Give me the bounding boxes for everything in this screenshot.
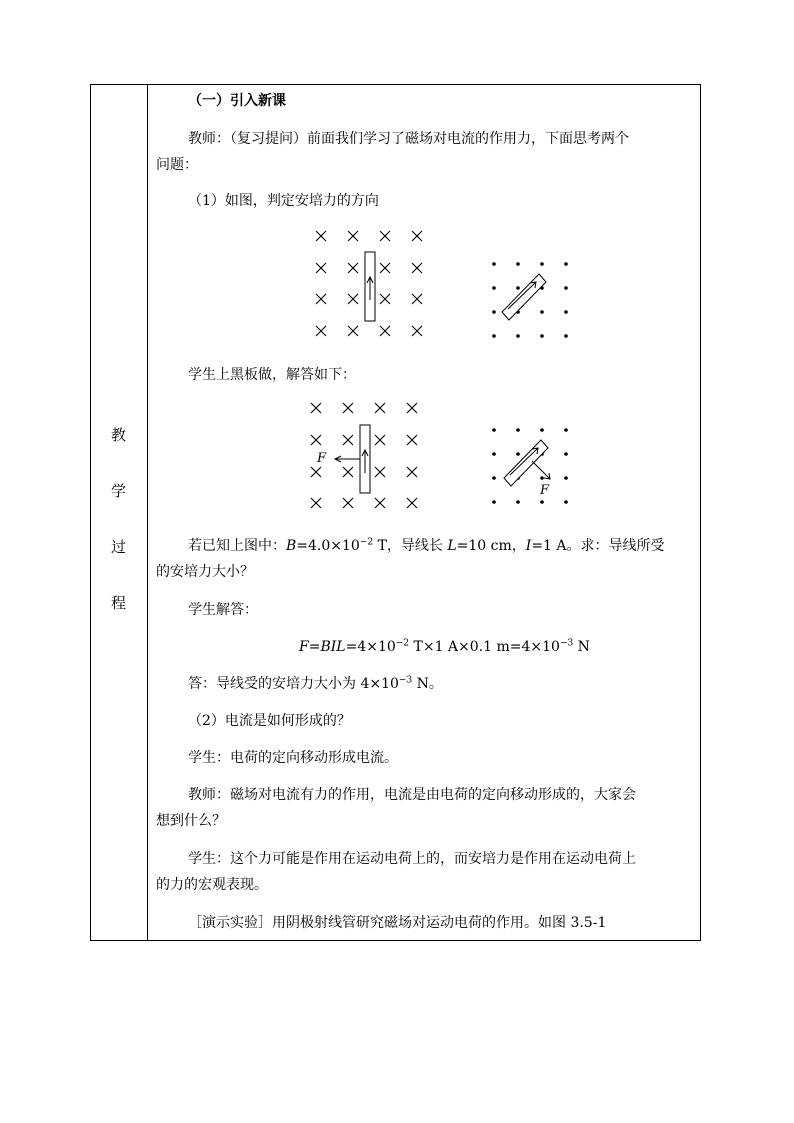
experiment-note: ［演示实验］用阴极射线管研究磁场对运动电荷的作用。如图 3.5-1	[188, 915, 607, 931]
student-reply-2-line2: 的力的宏观表现。	[156, 877, 268, 893]
student-answer-label: 学生解答：	[188, 602, 258, 618]
section-label-char: 学	[110, 482, 126, 500]
force-arrow-right	[532, 461, 550, 479]
given-line2: 的安培力大小？	[156, 564, 254, 580]
board-answer-intro: 学生上黑板做，解答如下：	[188, 367, 356, 383]
teacher-question-line1: 教师：磁场对电流有力的作用，电流是由电荷的定向移动形成的，大家会	[188, 787, 636, 803]
student-reply: 学生：电荷的定向移动形成电流。	[188, 750, 398, 766]
teacher-intro-line2: 问题：	[156, 157, 198, 173]
student-reply-2-line1: 学生：这个力可能是作用在运动电荷上的，而安培力是作用在运动电荷上	[188, 851, 636, 867]
teacher-question-line2: 想到什么？	[156, 813, 226, 829]
answer: 答：导线受的安培力大小为 $4\times 10^{-3}$ N。	[188, 675, 443, 692]
section-label-char: 程	[110, 594, 126, 612]
given-line1: 若已知上图中：$B=4.0\times 10^{-2}$ T，导线长 L=10 cm，I=1 A。求：导线所受	[188, 537, 665, 554]
question-1: （1）如图，判定安培力的方向	[188, 193, 379, 209]
section-label-char: 教	[110, 426, 126, 444]
force-label-left: F	[317, 451, 327, 466]
question-2: （2）电流是如何形成的？	[188, 713, 351, 729]
section-heading: （一）引入新课	[188, 93, 286, 109]
force-label-right: F	[540, 483, 550, 498]
teacher-intro-line1: 教师：（复习提问）前面我们学习了磁场对电流的作用力，下面思考两个	[188, 131, 629, 147]
section-label-char: 过	[110, 538, 126, 556]
force-arrow-left	[335, 456, 360, 462]
formula: $F=BIL=4\times 10^{-2}$ T×1 A×0.1 $m=4\times 10^{-3}$ N	[299, 638, 590, 655]
